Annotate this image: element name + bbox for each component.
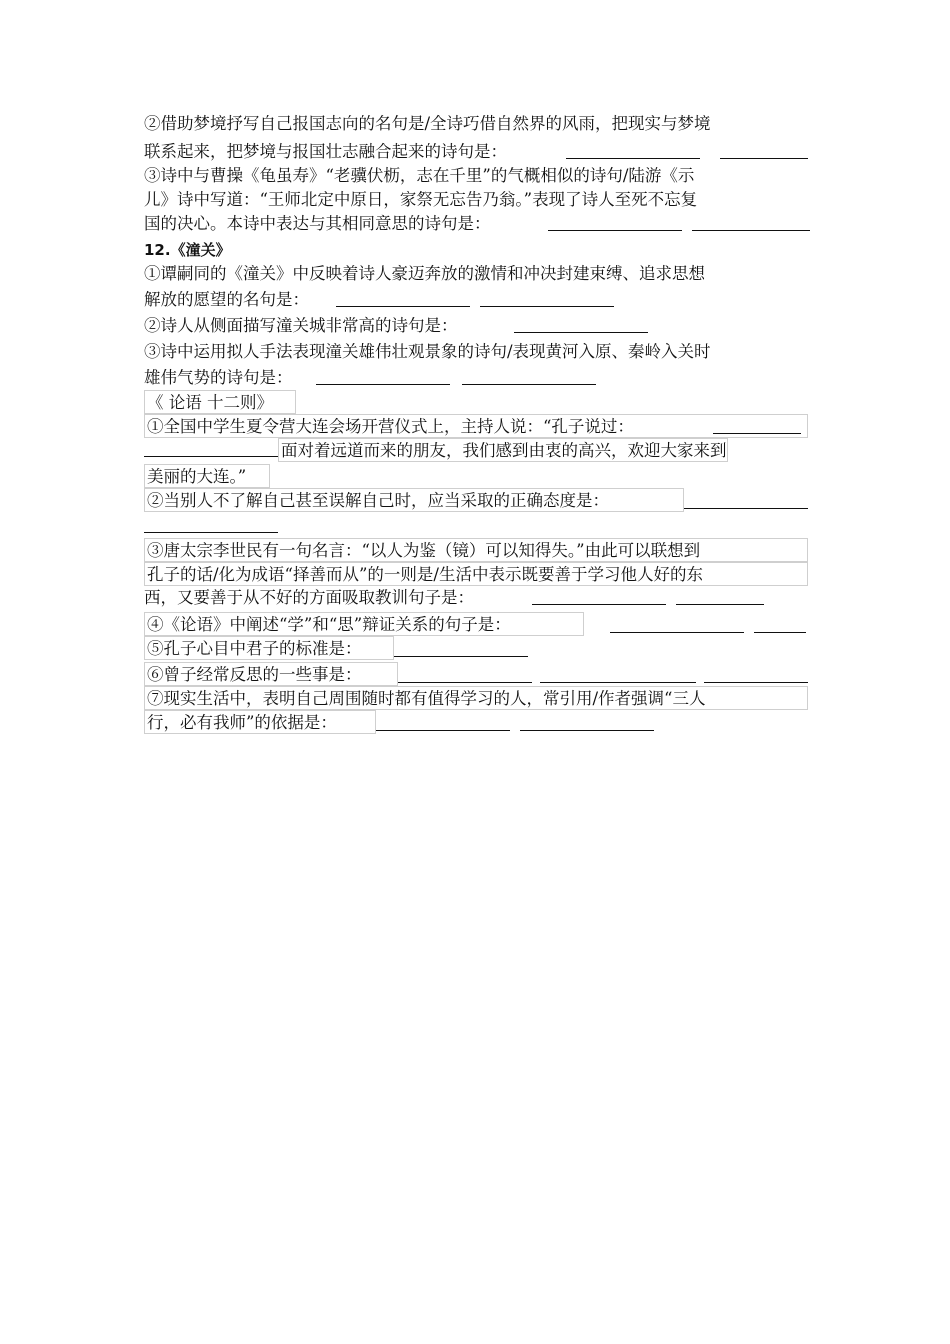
text-line: ②借助梦境抒写自己报国志向的名句是/全诗巧借自然界的风雨，把现实与梦境: [144, 114, 711, 133]
text-line: ③唐太宗李世民有一句名言：“以人为鉴（镜）可以知得失。”由此可以联想到: [144, 538, 808, 562]
text-line: ③诗中与曹操《龟虽寿》“老骥伏枥，志在千里”的气概相似的诗句/陆游《示: [144, 166, 695, 185]
answer-blank[interactable]: [398, 664, 532, 683]
answer-blank[interactable]: [520, 712, 654, 731]
answer-blank[interactable]: [144, 514, 278, 533]
text-line: 联系起来，把梦境与报国壮志融合起来的诗句是：: [144, 140, 808, 164]
answer-blank[interactable]: [514, 314, 648, 333]
answer-blank[interactable]: [540, 664, 696, 683]
answer-blank[interactable]: [462, 366, 596, 385]
text-line: ⑥曾子经常反思的一些事是：: [144, 662, 398, 686]
answer-blank[interactable]: [754, 614, 806, 633]
answer-blank[interactable]: [316, 366, 450, 385]
answer-blank[interactable]: [676, 586, 764, 605]
text-line: ⑤孔子心目中君子的标准是：: [144, 636, 394, 660]
answer-blank[interactable]: [704, 664, 808, 683]
text-line: 雄伟气势的诗句是：: [144, 366, 808, 390]
answer-blank[interactable]: [144, 438, 278, 457]
answer-blank[interactable]: [610, 614, 744, 633]
text-line: 国的决心。本诗中表达与其相同意思的诗句是：: [144, 212, 808, 236]
answer-blank[interactable]: [713, 415, 801, 434]
answer-blank[interactable]: [692, 212, 810, 231]
answer-blank[interactable]: [566, 140, 700, 159]
text-line: 西，又要善于从不好的方面吸取教训句子是：: [144, 586, 808, 610]
text-line: 行，必有我师”的依据是：: [144, 710, 376, 734]
answer-blank[interactable]: [376, 712, 510, 731]
answer-blank[interactable]: [684, 490, 808, 509]
text-line: 美丽的大连。”: [144, 464, 270, 488]
text-line: ③诗中运用拟人手法表现潼关雄伟壮观景象的诗句/表现黄河入原、秦岭入关时: [144, 342, 711, 361]
text-line: ①全国中学生夏令营大连会场开营仪式上，主持人说：“孔子说过：: [144, 414, 808, 438]
answer-blank[interactable]: [480, 288, 614, 307]
answer-blank[interactable]: [394, 638, 528, 657]
text-line: ①谭嗣同的《潼关》中反映着诗人豪迈奔放的激情和冲决封建束缚、追求思想: [144, 264, 705, 283]
text-line: 解放的愿望的名句是：: [144, 288, 808, 312]
text-line: 儿》诗中写道：“王师北定中原日，家祭无忘告乃翁。”表现了诗人至死不忘复: [144, 190, 698, 209]
text-line: 孔子的话/化为成语“择善而从”的一则是/生活中表示既要善于学习他人好的东: [144, 562, 808, 586]
text-line: ⑦现实生活中，表明自己周围随时都有值得学习的人，常引用/作者强调“三人: [144, 686, 808, 710]
answer-blank[interactable]: [532, 586, 666, 605]
text-line: 面对着远道而来的朋友，我们感到由衷的高兴，欢迎大家来到: [144, 438, 808, 462]
answer-blank[interactable]: [548, 212, 682, 231]
text-line: ②当别人不了解自己甚至误解自己时，应当采取的正确态度是：: [144, 488, 684, 512]
answer-blank[interactable]: [720, 140, 808, 159]
text-line: ②诗人从侧面描写潼关城非常高的诗句是：: [144, 314, 808, 338]
section-heading: 《 论语 十二则》: [144, 390, 296, 414]
text-line: ④《论语》中阐述“学”和“思”辩证关系的句子是：: [144, 612, 584, 636]
section-heading: 12.《潼关》: [144, 241, 231, 259]
answer-blank[interactable]: [336, 288, 470, 307]
